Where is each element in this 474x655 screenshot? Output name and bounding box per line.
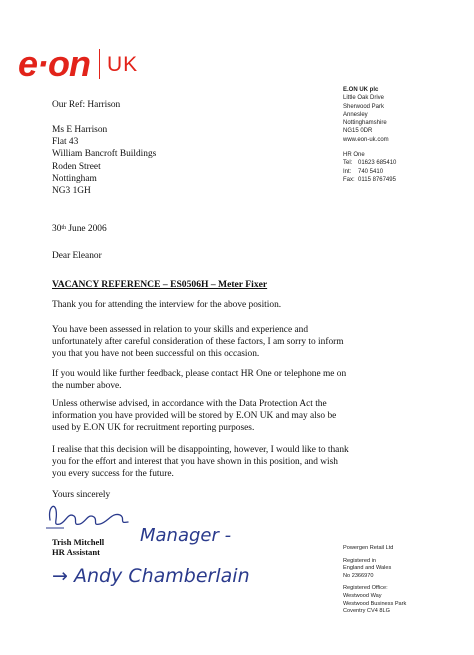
contact-value: 01623 685410	[358, 160, 397, 167]
recipient-line: NG3 1GH	[52, 186, 91, 197]
office-line: Westwood Way	[343, 592, 382, 599]
subject-line: VACANCY REFERENCE – ES0506H – Meter Fixer	[52, 279, 268, 290]
signer-block	[52, 537, 104, 557]
logo-wordmark: e·on	[18, 43, 90, 84]
logo-divider	[99, 49, 100, 79]
company-address-line: Little Oak Drive	[343, 95, 385, 102]
contact-value: 740 5410	[358, 168, 384, 175]
company-address-line: NG15 0DR	[343, 128, 373, 135]
handwritten-role: Manager -	[140, 525, 232, 546]
contact-label: Tel:	[343, 160, 353, 167]
company-name: E.ON UK plc	[343, 87, 379, 93]
closing: Yours sincerely	[52, 490, 111, 500]
signature-scribble	[40, 498, 135, 534]
handwritten-name-annotation	[50, 558, 290, 592]
recipient-line: Flat 43	[52, 137, 79, 148]
recipient-line: William Bancroft Buildings	[52, 149, 157, 160]
eon-logo	[18, 43, 139, 84]
body-paragraph: You have been assessed in relation to your skills and experience and unfortunately after careful consideration of these factors, I am sorry to inform you that you have not been successful on this occasion.	[52, 325, 344, 360]
registered-office-block	[343, 545, 406, 616]
registration-line: England and Wales	[343, 565, 392, 572]
signer-title: HR Assistant	[52, 547, 100, 558]
date-suffix: th	[61, 225, 67, 231]
contact-row	[343, 168, 396, 176]
footer-company: Powergen Retail Ltd	[343, 545, 394, 551]
office-line: Westwood Business Park	[343, 600, 407, 607]
company-address-line: Annesley	[343, 111, 368, 118]
registration-line: No 2366970	[343, 572, 374, 579]
registration-line: Registered in	[343, 557, 376, 564]
company-department: HR One	[343, 152, 365, 159]
handwritten-name: → Andy Chamberlain	[52, 565, 250, 587]
letter-date	[52, 223, 107, 235]
body-paragraph: I realise that this decision will be disappointing, however, I would like to thank you for the effort and interest that you have shown in this position, and wish you every success for the future.	[52, 445, 349, 480]
date-rest: June 2006	[66, 224, 107, 234]
salutation: Dear Eleanor	[52, 251, 102, 261]
recipient-line: Ms E Harrison	[52, 125, 108, 135]
signer-name: Trish Mitchell	[52, 537, 105, 547]
contact-row	[343, 159, 396, 167]
office-label: Registered Office:	[343, 585, 388, 592]
company-website: www.eon-uk.com	[343, 136, 389, 143]
logo-region: UK	[107, 52, 139, 76]
company-address-line: Sherwood Park	[343, 103, 385, 110]
body-paragraph: Thank you for attending the interview for the above position.	[52, 300, 282, 310]
company-address-block	[343, 86, 396, 184]
handwritten-role-annotation	[138, 519, 278, 549]
office-line: Coventry CV4 8LG	[343, 608, 390, 615]
contact-label: Fax:	[343, 176, 355, 183]
company-address-line: Nottinghamshire	[343, 120, 387, 127]
contact-row	[343, 176, 396, 184]
recipient-line: Nottingham	[52, 173, 97, 184]
date-day: 30	[52, 224, 62, 234]
recipient-address	[52, 124, 156, 197]
our-reference: Our Ref: Harrison	[52, 100, 121, 110]
body-paragraph: If you would like further feedback, please contact HR One or telephone me on the number above.	[52, 369, 347, 392]
body-paragraph: Unless otherwise advised, in accordance with the Data Protection Act the information you have provided will be stored by E.ON UK and may also be used by E.ON UK for recruitment reporting purposes.	[52, 399, 337, 434]
contact-label: Int:	[343, 168, 352, 175]
recipient-line: Roden Street	[52, 161, 101, 172]
contact-value: 0115 8767495	[358, 176, 396, 183]
